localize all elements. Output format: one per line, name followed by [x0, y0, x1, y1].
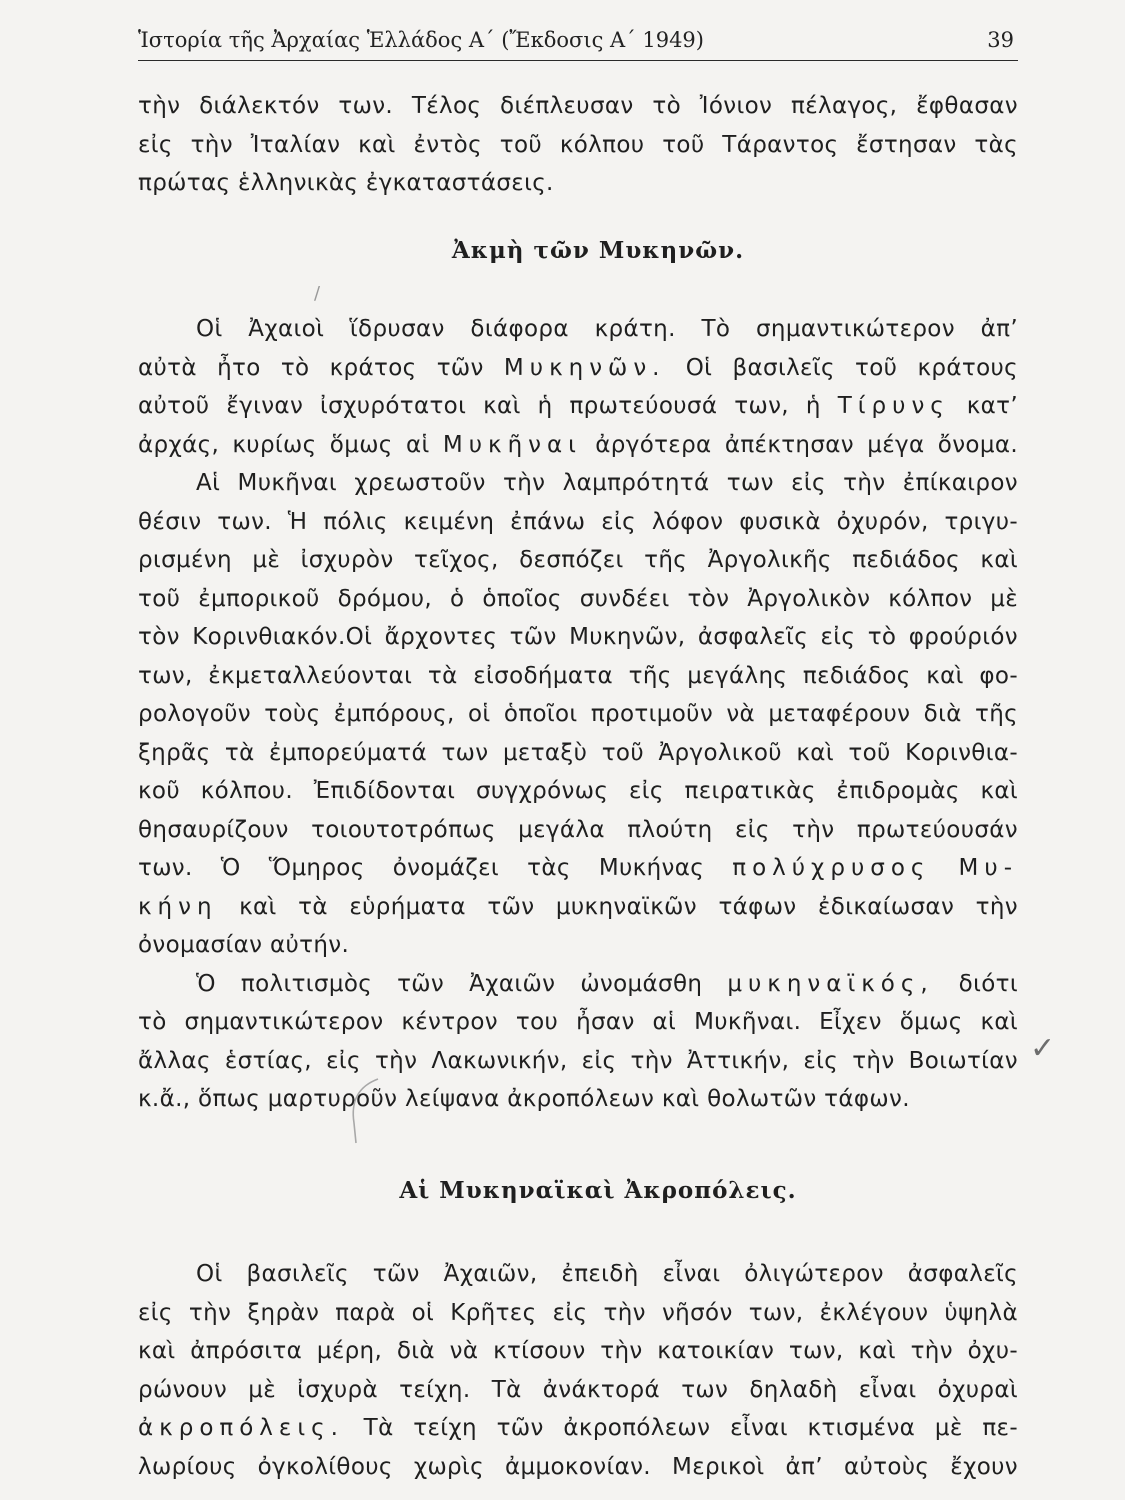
text-line	[138, 426, 1018, 465]
text-line	[138, 888, 1018, 927]
text-run: διότι	[958, 970, 1018, 997]
spaced-emphasis: Μυκηνῶν.	[503, 354, 666, 381]
text-run: Ὁ πολιτισμὸς τῶν Ἀχαιῶν ὠνομάσθη	[196, 970, 703, 997]
text-run: κατ’	[966, 393, 1018, 419]
text-line: τοῦ ἐμπορικοῦ δρόμου, ὁ ὁποῖος συνδέει τὸν Ἀργολικὸν κόλπον μὲ	[138, 585, 1018, 612]
text-line: ρολογοῦν τοὺς ἐμπόρους, οἱ ὁποῖοι προτιμοῦν νὰ μεταφέρουν διὰ τῆς	[138, 701, 1018, 727]
pencil-slash-mark: /	[314, 283, 321, 304]
text-run: αὐτοῦ ἔγιναν ἰσχυρότατοι καὶ ἡ πρωτεύουσά των, ἡ	[138, 393, 821, 419]
text-line: τὸν Κορινθιακόν.Οἱ ἄρχοντες τῶν Μυκηνῶν, ἀσφαλεῖς εἰς τὸ φρούριόν	[138, 624, 1018, 650]
text-line: θησαυρίζουν τοιουτοτρόπως μεγάλα πλούτη εἰς τὴν πρωτεύουσάν	[138, 816, 1018, 843]
spaced-emphasis: ἀκροπόλεις.	[138, 1415, 344, 1441]
spaced-emphasis: Μυκῆναι	[442, 431, 582, 458]
text-line	[138, 965, 1018, 1004]
section-heading-akropoleis: Αἱ Μυκηναϊκαὶ Ἀκροπόλεις.	[399, 1176, 797, 1204]
text-line: εἰς τὴν Ἰταλίαν καὶ ἐντὸς τοῦ κόλπου τοῦ Τάραντος ἔστησαν τὰς	[138, 131, 1018, 158]
text-line: ξηρᾶς τὰ ἐμπορεύματά των μεταξὺ τοῦ Ἀργολικοῦ καὶ τοῦ Κορινθια-	[138, 739, 1018, 766]
spaced-emphasis: Μυ-	[958, 855, 1018, 881]
running-header	[138, 24, 1018, 61]
body-text	[138, 87, 1018, 1486]
text-line	[138, 849, 1018, 888]
page-number: 39	[987, 28, 1014, 52]
text-run: Οἱ βασιλεῖς τοῦ κράτους	[685, 354, 1018, 381]
text-run: ἀργότερα ἀπέκτησαν μέγα ὄνομα.	[595, 431, 1018, 458]
text-line	[138, 387, 1018, 426]
text-run: των. Ὁ Ὅμηρος ὀνομάζει τὰς Μυκήνας	[138, 855, 705, 881]
text-run: ἀρχάς, κυρίως ὅμως αἱ	[138, 431, 430, 458]
text-line: τὴν διάλεκτόν των. Τέλος διέπλευσαν τὸ Ἰόνιον πέλαγος, ἔφθασαν	[138, 93, 1018, 119]
spaced-emphasis: κήνη	[138, 893, 218, 920]
header-title: Ἱστορία τῆς Ἀρχαίας Ἑλλάδος Α΄ (Ἔκδοσις Α΄ 1949)	[138, 28, 704, 52]
text-line: εἰς τὴν ξηρὰν παρὰ οἱ Κρῆτες εἰς τὴν νῆσόν των, ἐκλέγουν ὑψηλὰ	[138, 1299, 1018, 1326]
section-heading-akmi: Ἀκμὴ τῶν Μυκηνῶν.	[451, 236, 745, 264]
text-line: Οἱ βασιλεῖς τῶν Ἀχαιῶν, ἐπειδὴ εἶναι ὀλιγώτερον ἀσφαλεῖς	[196, 1261, 1018, 1287]
text-line: των, ἐκμεταλλεύονται τὰ εἰσοδήματα τῆς μεγάλης πεδιάδος καὶ φο-	[138, 662, 1018, 689]
text-line: τὸ σημαντικώτερον κέντρον του ἦσαν αἱ Μυκῆναι. Εἶχεν ὅμως καὶ	[138, 1009, 1018, 1035]
text-line: ρώνουν μὲ ἰσχυρὰ τείχη. Τὰ ἀνάκτορά των δηλαδὴ εἶναι ὀχυραὶ	[138, 1376, 1018, 1403]
text-line: καὶ ἀπρόσιτα μέρη, διὰ νὰ κτίσουν τὴν κατοικίαν των, καὶ τὴν ὀχυ-	[138, 1338, 1018, 1364]
pencil-curve-mark	[344, 1075, 384, 1147]
text-line: κοῦ κόλπου. Ἐπιδίδονται συγχρόνως εἰς πειρατικὰς ἐπιδρομὰς καὶ	[138, 778, 1018, 804]
text-line	[138, 349, 1018, 388]
text-line: ὀνομασίαν αὐτήν.	[138, 932, 350, 958]
spaced-emphasis: πολύχρυσος	[732, 855, 931, 881]
text-line: ρισμένη μὲ ἰσχυρὸν τεῖχος, δεσπόζει τῆς Ἀργολικῆς πεδιάδος καὶ	[138, 547, 1018, 573]
text-line: θέσιν των. Ἡ πόλις κειμένη ἐπάνω εἰς λόφον φυσικὰ ὀχυρόν, τριγυ-	[138, 508, 1018, 535]
text-line: λωρίους ὀγκολίθους χωρὶς ἀμμοκονίαν. Μερικοὶ ἀπ’ αὐτοὺς ἔχουν	[138, 1453, 1018, 1480]
text-line: Οἱ Ἀχαιοὶ ἵδρυσαν διάφορα κράτη. Τὸ σημαντικώτερον ἀπ’	[196, 316, 1018, 342]
text-line: πρώτας ἑλληνικὰς ἐγκαταστάσεις.	[138, 170, 554, 196]
text-run: αὐτὰ ἦτο τὸ κράτος τῶν	[138, 354, 484, 381]
pencil-check-mark: ✓	[1030, 1031, 1056, 1066]
text-run: Τὰ τείχη τῶν ἀκροπόλεων εἶναι κτισμένα μὲ πε-	[363, 1415, 1018, 1441]
text-run: καὶ τὰ εὑρήματα τῶν μυκηναϊκῶν τάφων ἐδικαίωσαν τὴν	[239, 893, 1018, 920]
text-line: Αἱ Μυκῆναι χρεωστοῦν τὴν λαμπρότητά των εἰς τὴν ἐπίκαιρον	[196, 470, 1018, 496]
text-line: ἄλλας ἑστίας, εἰς τὴν Λακωνικήν, εἰς τὴν Ἀττικήν, εἰς τὴν Βοιωτίαν	[138, 1047, 1018, 1074]
spaced-emphasis: Τίρυνς	[837, 393, 950, 419]
spaced-emphasis: μυκηναϊκός,	[727, 970, 934, 997]
text-line	[138, 1409, 1018, 1448]
text-line: κ.ἄ., ὅπως μαρτυροῦν λείψανα ἀκροπόλεων καὶ θολωτῶν τάφων.	[138, 1086, 910, 1112]
